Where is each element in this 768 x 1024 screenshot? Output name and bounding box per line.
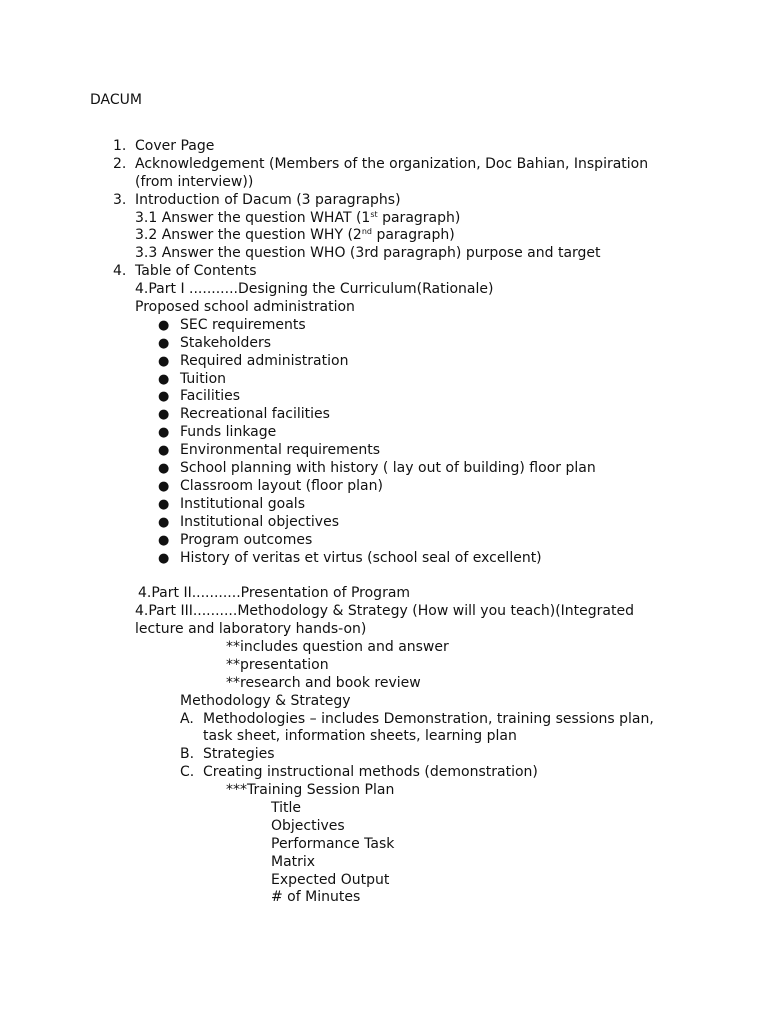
toc-part-3-continued: lecture and laboratory hands-on) xyxy=(135,621,367,638)
session-plan-item: Objectives xyxy=(271,817,345,834)
note-item: **includes question and answer xyxy=(226,638,449,655)
bullet-icon: ● xyxy=(158,496,170,512)
bullet-item: ● Institutional goals xyxy=(158,495,305,512)
list-text: Table of Contents xyxy=(135,263,257,280)
toc-part-2: 4.Part II...........Presentation of Program xyxy=(138,585,411,602)
sub-item xyxy=(0,227,768,245)
bullet-icon: ● xyxy=(158,317,170,333)
toc-part-1-subtitle: Proposed school administration xyxy=(135,299,355,316)
document-title: DACUM xyxy=(90,92,142,108)
section-heading: Methodology & Strategy xyxy=(180,692,351,709)
lettered-item: B. Strategies xyxy=(180,746,275,763)
list-number: 4. xyxy=(113,263,127,280)
document-body xyxy=(0,138,768,907)
spacer xyxy=(0,567,768,585)
list-number: 2. xyxy=(113,155,127,172)
lettered-item: C. Creating instructional methods (demonstration) xyxy=(180,764,538,781)
bullet-icon: ● xyxy=(158,335,170,351)
bullet-item: ● Stakeholders xyxy=(158,334,272,351)
sub-item-why: 3.2 Answer the question WHY (2nd paragraph) xyxy=(135,227,455,244)
list-item xyxy=(0,192,768,210)
list-text: Acknowledgement (Members of the organization, Doc Bahian, Inspiration xyxy=(135,155,649,172)
bullet-icon: ● xyxy=(158,443,170,459)
list-item xyxy=(0,156,768,192)
note-item: **research and book review xyxy=(226,674,421,691)
toc-part-1: 4.Part I ...........Designing the Curriculum(Rationale) xyxy=(135,281,494,298)
list-text: Cover Page xyxy=(135,138,215,154)
session-plan-item: Expected Output xyxy=(271,871,390,888)
bullet-icon: ● xyxy=(158,407,170,423)
bullet-item: ● Program outcomes xyxy=(158,531,313,548)
bullet-icon: ● xyxy=(158,478,170,494)
session-plan-item: Matrix xyxy=(271,853,316,870)
session-plan-item: Title xyxy=(271,799,302,816)
bullet-item: ● Tuition xyxy=(158,370,227,387)
bullet-icon: ● xyxy=(158,550,170,566)
sub-item-what: 3.1 Answer the question WHAT (1st paragraph) xyxy=(135,209,461,226)
bullet-item: ● Institutional objectives xyxy=(158,513,339,530)
list-number: 1. xyxy=(113,138,127,154)
bullet-item: ● Required administration xyxy=(158,352,349,369)
list-number: 3. xyxy=(113,191,127,208)
session-plan-heading: ***Training Session Plan xyxy=(226,782,395,799)
bullet-item: ● Funds linkage xyxy=(158,424,277,441)
bullet-icon: ● xyxy=(158,514,170,530)
toc-part-3: 4.Part III..........Methodology & Strategy (How will you teach)(Integrated xyxy=(135,603,634,620)
bullet-icon: ● xyxy=(158,461,170,477)
bullet-icon: ● xyxy=(158,389,170,405)
bullet-icon: ● xyxy=(158,532,170,548)
bullet-icon: ● xyxy=(158,371,170,387)
bullet-item: ● SEC requirements xyxy=(158,316,306,333)
bullet-item: ● History of veritas et virtus (school seal of excellent) xyxy=(158,549,542,566)
list-text-continued: (from interview)) xyxy=(135,173,254,190)
list-text: Introduction of Dacum (3 paragraphs) xyxy=(135,191,401,208)
bullet-icon: ● xyxy=(158,353,170,369)
list-item xyxy=(0,138,768,156)
bullet-item: ● School planning with history ( lay out of building) floor plan xyxy=(158,460,596,477)
lettered-item: A. Methodologies – includes Demonstration, training sessions plan, task sheet, information sheets, learning plan xyxy=(180,710,654,745)
bullet-item: ● Classroom layout (floor plan) xyxy=(158,477,383,494)
bullet-item: ● Recreational facilities xyxy=(158,406,330,423)
sub-item xyxy=(0,210,768,228)
bullet-icon: ● xyxy=(158,425,170,441)
bullet-item: ● Facilities xyxy=(158,388,240,405)
bullet-item: ● Environmental requirements xyxy=(158,442,380,459)
note-item: **presentation xyxy=(226,656,329,673)
sub-item-who: 3.3 Answer the question WHO (3rd paragraph) purpose and target xyxy=(135,245,601,262)
sub-item xyxy=(0,245,768,263)
session-plan-item: # of Minutes xyxy=(271,889,361,906)
session-plan-item: Performance Task xyxy=(271,835,395,852)
list-item xyxy=(0,263,768,281)
